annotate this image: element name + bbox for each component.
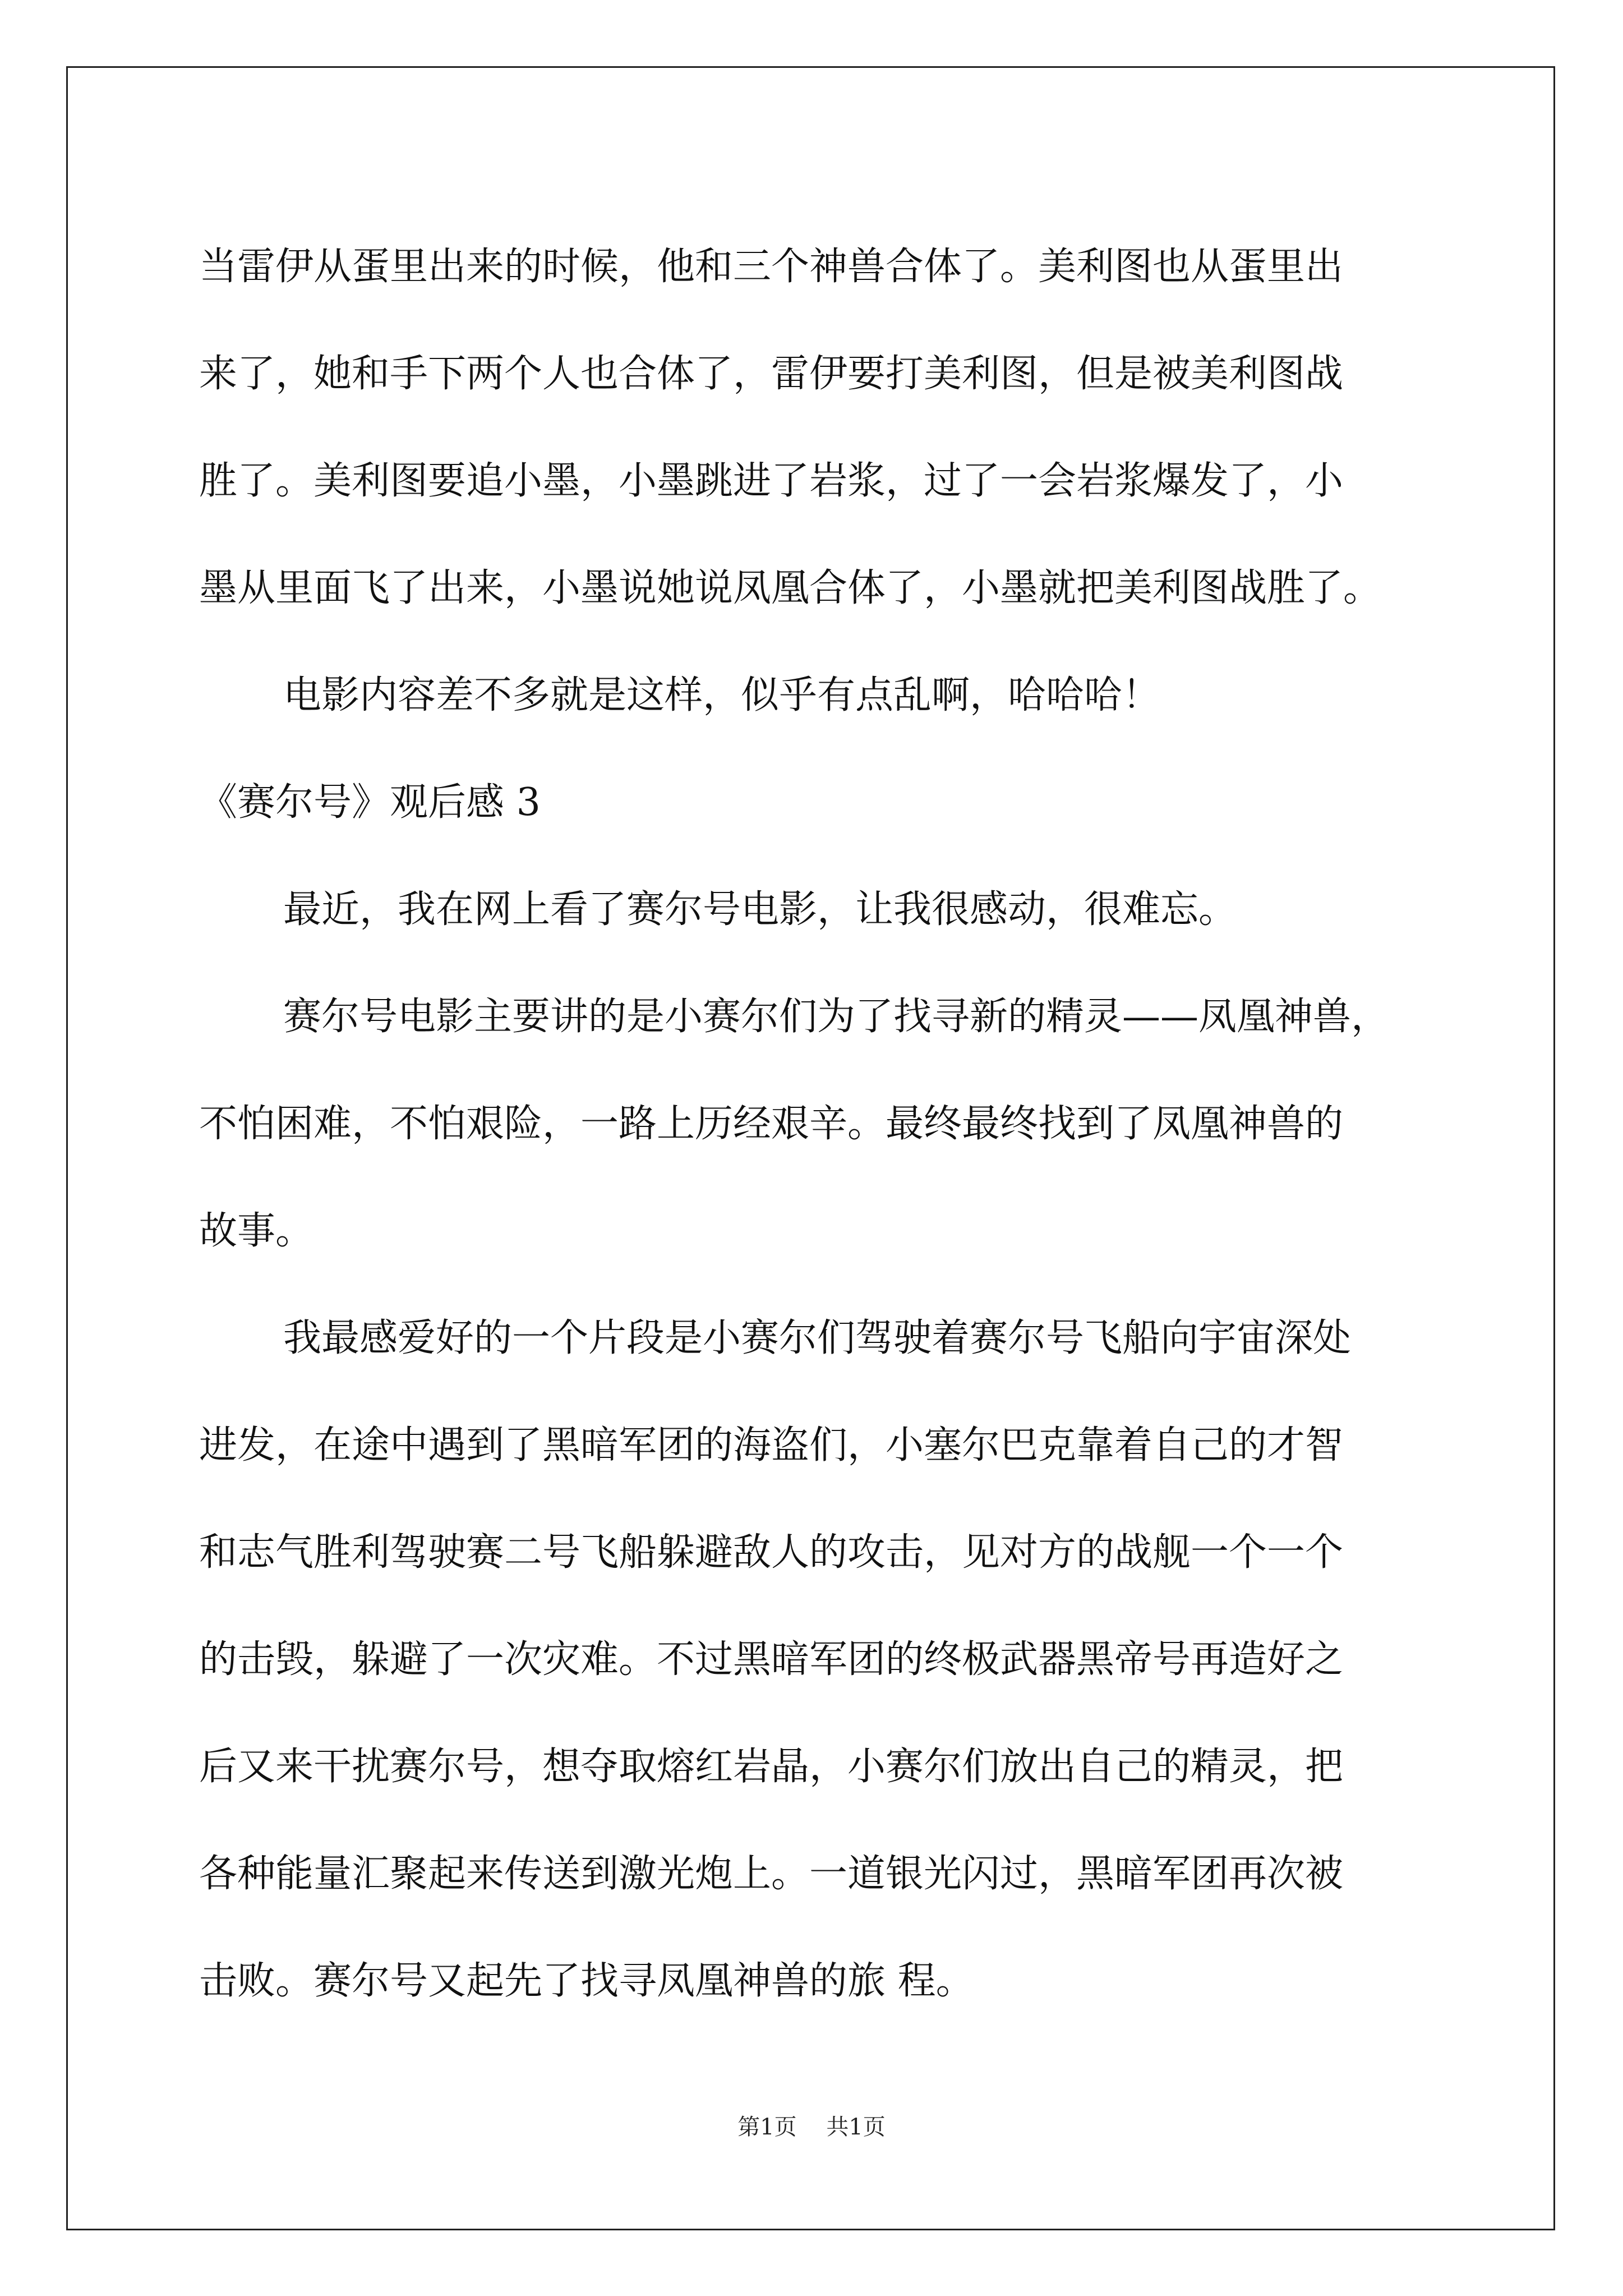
text-line: 各种能量汇聚起来传送到激光炮上。一道银光闪过，黑暗军团再次被 <box>199 1852 1344 1896</box>
text-line: 赛尔号电影主要讲的是小赛尔们为了找寻新的精灵——凤凰神兽， <box>283 995 1390 1039</box>
text-line: 我最感爱好的一个片段是小赛尔们驾驶着赛尔号飞船向宇宙深处 <box>283 1316 1352 1360</box>
text-line: 墨从里面飞了出来，小墨说她说凤凰合体了，小墨就把美利图战胜了。 <box>199 566 1382 610</box>
text-line: 故事。 <box>199 1209 314 1253</box>
text-line: 胜了。美利图要追小墨，小墨跳进了岩浆，过了一会岩浆爆发了，小 <box>199 459 1344 503</box>
page-total: 共1页 <box>826 2114 886 2140</box>
text-line: 当雷伊从蛋里出来的时候，他和三个神兽合体了。美利图也从蛋里出 <box>199 245 1344 289</box>
section-heading: 《赛尔号》观后感 3 <box>199 780 541 825</box>
text-line: 后又来干扰赛尔号，想夺取熔红岩晶，小赛尔们放出自己的精灵，把 <box>199 1745 1344 1789</box>
text-line: 电影内容差不多就是这样，似乎有点乱啊，哈哈哈！ <box>283 673 1161 717</box>
page-number: 第1页 <box>737 2114 797 2140</box>
page-footer <box>0 2109 1623 2141</box>
text-line: 和志气胜利驾驶赛二号飞船躲避敌人的攻击，见对方的战舰一个一个 <box>199 1530 1344 1575</box>
text-line: 的击毁，躲避了一次灾难。不过黑暗军团的终极武器黑帝号再造好之 <box>199 1637 1344 1682</box>
text-line: 进发，在途中遇到了黑暗军团的海盗们，小塞尔巴克靠着自己的才智 <box>199 1423 1344 1467</box>
text-line: 最近，我在网上看了赛尔号电影，让我很感动，很难忘。 <box>283 887 1237 932</box>
text-line: 来了，她和手下两个人也合体了，雷伊要打美利图，但是被美利图战 <box>199 352 1344 396</box>
text-line: 击败。赛尔号又起先了找寻凤凰神兽的旅 程。 <box>199 1959 974 2003</box>
text-line: 不怕困难，不怕艰险，一路上历经艰辛。最终最终找到了凤凰神兽的 <box>199 1102 1344 1146</box>
document-body <box>199 213 1433 2035</box>
